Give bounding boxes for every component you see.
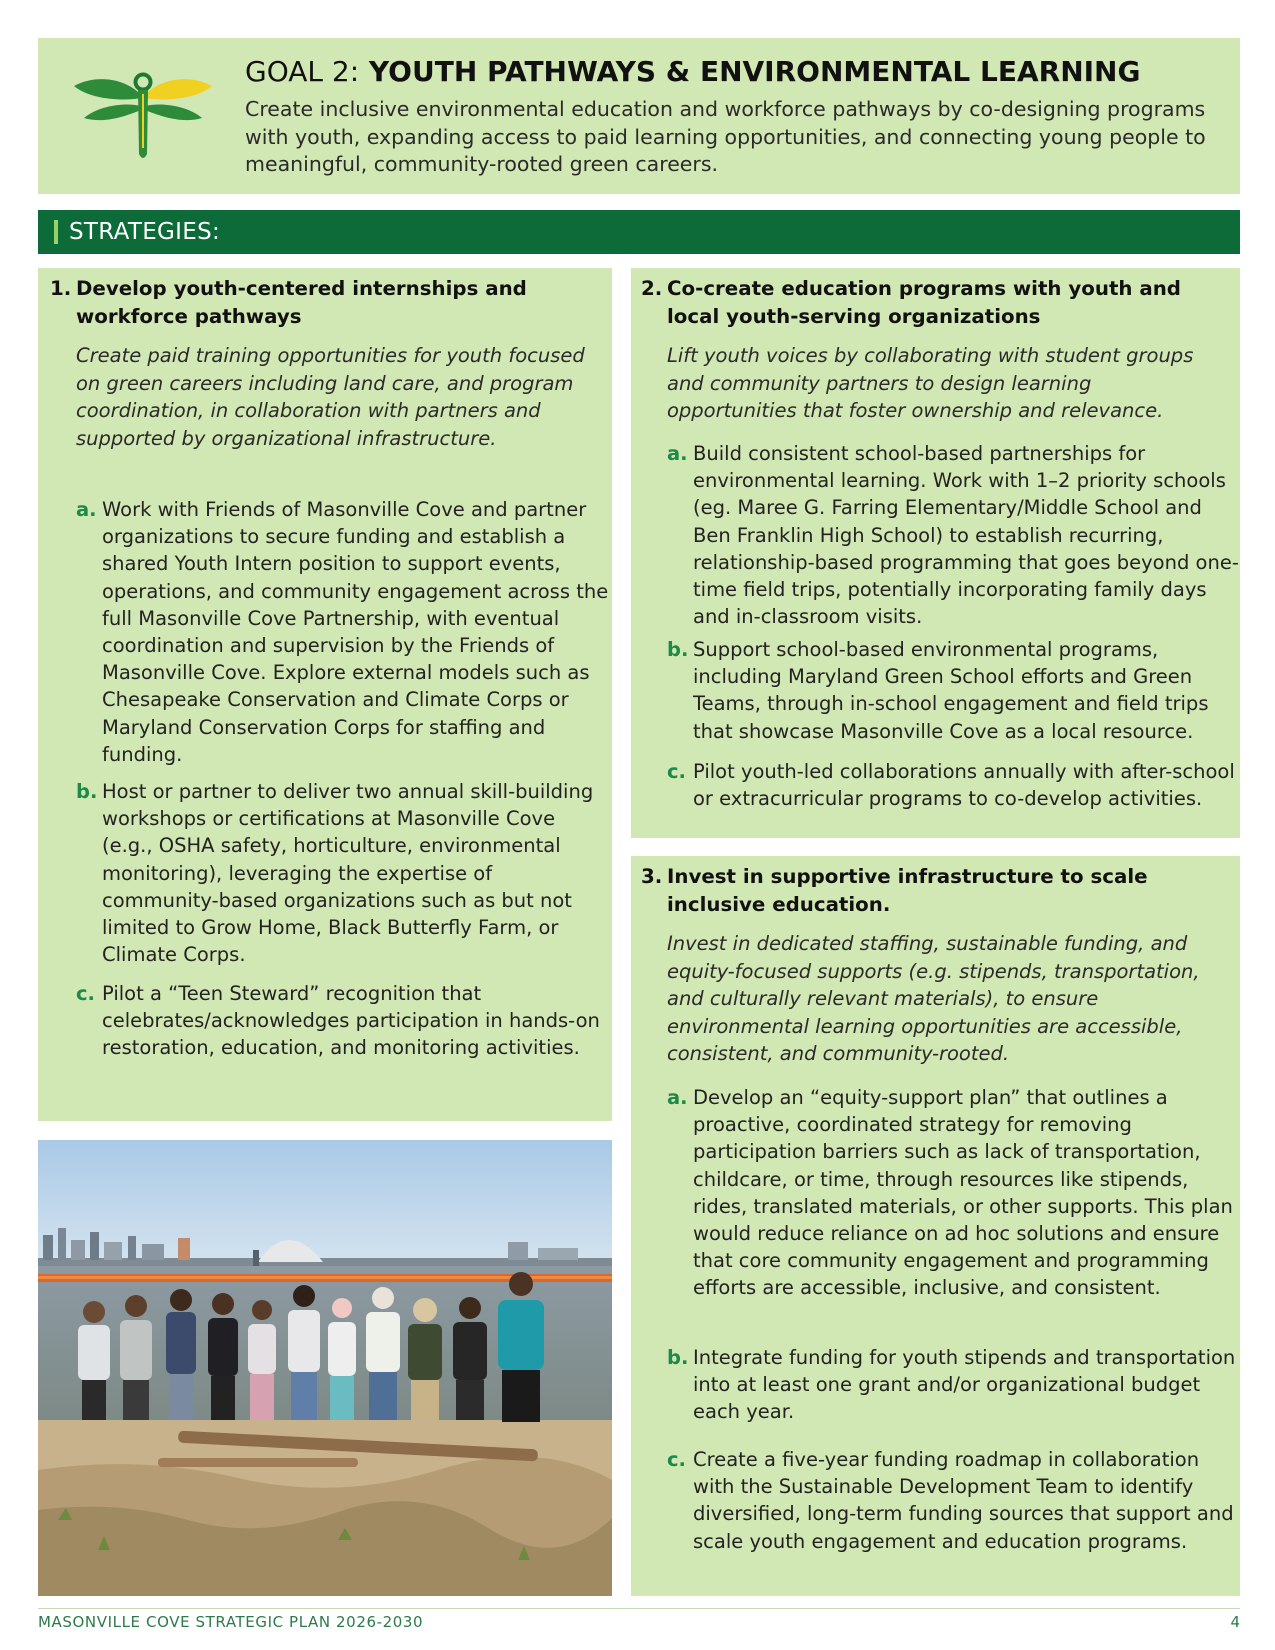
strategy-item: b. Integrate funding for youth stipends and transportation into at least one grant and/or organizational budget each year. bbox=[667, 1346, 1236, 1424]
strategy-item: c. Pilot a “Teen Steward” recognition that celebrates/acknowledges participation in hands-on restoration, education, and monitoring activities. bbox=[76, 982, 600, 1060]
strategy-card-2 bbox=[631, 268, 1240, 838]
strategy-intro: Invest in dedicated staffing, sustainable funding, and equity-focused supports (e.g. stipends, transportation, and culturally relevant materials), to ensure environmental learning opportunities are accessible, consistent, and community-rooted. bbox=[667, 932, 1200, 1065]
strategy-item: a. Develop an “equity-support plan” that outlines a proactive, coordinated strategy for removing participation barriers such as lack of transportation, childcare, or time, through resources like stipends, rides, translated materials, or other supports. This plan would reduce reliance on ad hoc solutions and ensure that core community engagement and programming efforts are accessible, inclusive, and consistent. bbox=[667, 1086, 1233, 1300]
dragonfly-icon bbox=[68, 66, 218, 166]
goal-description: Create inclusive environmental education and workforce pathways by co-designing programs with youth, expanding access to paid learning opportunities, and connecting young people to meaningful, community-rooted green careers. bbox=[245, 97, 1206, 176]
strategy-title: 2. Co-create education programs with youth and local youth-serving organizations bbox=[641, 277, 1181, 328]
strategy-title: 3. Invest in supportive infrastructure to scale inclusive education. bbox=[641, 865, 1148, 916]
strategy-item: b. Host or partner to deliver two annual skill-building workshops or certifications at Masonville Cove (e.g., OSHA safety, horticulture, environmental monitoring), leveraging the expertise of community-based organizations such as but not limited to Grow Home, Black Butterfly Farm, or Climate Corps. bbox=[76, 780, 594, 967]
strategy-item: a. Work with Friends of Masonville Cove and partner organizations to secure funding and establish a shared Youth Intern position to support events, operations, and community engagement across the full Masonville Cove Partnership, with eventual coordination and supervision by the Friends of Masonville Cove. Explore external models such as Chesapeake Conservation and Climate Corps or Maryland Conservation Corps for staffing and funding. bbox=[76, 498, 609, 766]
strategies-label: STRATEGIES: bbox=[69, 219, 221, 245]
strategy-card-1 bbox=[38, 268, 612, 1121]
strategy-item: b. Support school-based environmental programs, including Maryland Green School efforts and Green Teams, through in-school engagement and field trips that showcase Masonville Cove as a local resource. bbox=[667, 638, 1209, 743]
strategy-intro: Lift youth voices by collaborating with student groups and community partners to design learning opportunities that foster ownership and relevance. bbox=[667, 344, 1194, 422]
goal-header bbox=[38, 38, 1240, 194]
page-number: 4 bbox=[1230, 1613, 1240, 1631]
goal-title: GOAL 2: YOUTH PATHWAYS & ENVIRONMENTAL LEARNING bbox=[245, 55, 1141, 88]
strategy-item: c. Create a five-year funding roadmap in collaboration with the Sustainable Development Team to identify diversified, long-term funding sources that support and scale youth engagement and education programs. bbox=[667, 1448, 1234, 1553]
strategy-item: a. Build consistent school-based partnerships for environmental learning. Work with 1–2 priority schools (eg. Maree G. Farring Elementary/Middle School and Ben Franklin High School) to establish recurring, relationship-based programming that goes beyond one-time field trips, potentially incorporating family days and in-classroom visits. bbox=[667, 442, 1239, 629]
strategy-card-3 bbox=[631, 856, 1240, 1596]
strategy-intro: Create paid training opportunities for youth focused on green careers including land care, and program coordination, in collaboration with partners and supported by organizational infrastructure. bbox=[76, 344, 585, 450]
strategy-item: c. Pilot youth-led collaborations annually with after-school or extracurricular programs to co-develop activities. bbox=[667, 760, 1235, 811]
footer-title: MASONVILLE COVE STRATEGIC PLAN 2026-2030 bbox=[38, 1613, 424, 1631]
strategy-title: 1. Develop youth-centered internships and workforce pathways bbox=[50, 277, 527, 328]
banner-accent-bar bbox=[54, 220, 58, 244]
strategies-banner bbox=[38, 210, 1240, 254]
footer-divider bbox=[38, 1608, 1240, 1609]
youth-group-photo bbox=[38, 1140, 612, 1596]
